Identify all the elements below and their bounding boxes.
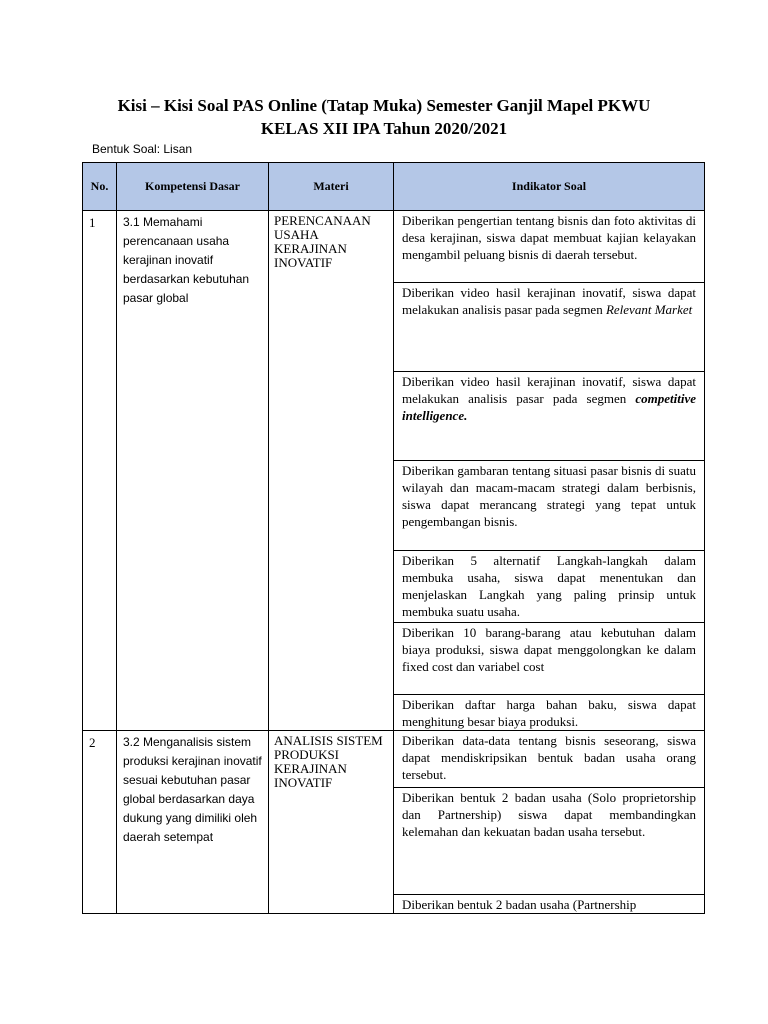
table-header-row xyxy=(83,163,705,211)
kompetensi-dasar-cell: 3.2 Menganalisis sistem produksi kerajinan inovatif sesuai kebutuhan pasar global berdasarkan daya dukung yang dimiliki oleh daerah setempat xyxy=(117,731,269,914)
indikator-text: Diberikan video hasil kerajinan inovatif, siswa dapat melakukan analisis pasar pada segmen xyxy=(402,285,696,317)
indikator-cell xyxy=(394,211,705,283)
header-indikator-soal: Indikator Soal xyxy=(394,163,705,211)
indikator-cell xyxy=(394,283,705,372)
header-kompetensi-dasar: Kompetensi Dasar xyxy=(117,163,269,211)
indikator-text: Diberikan 10 barang-barang atau kebutuhan dalam biaya produksi, siswa dapat menggolongkan ke dalam fixed cost dan variabel cost xyxy=(402,625,696,674)
question-form-label: Bentuk Soal: Lisan xyxy=(92,142,193,156)
table-row xyxy=(83,211,705,283)
indikator-cell xyxy=(394,623,705,695)
row-number: 1 xyxy=(83,211,117,731)
indikator-period: . xyxy=(464,408,468,423)
document-title-line2: KELAS XII IPA Tahun 2020/2021 xyxy=(260,119,508,138)
indikator-emphasis: competitive intelligence xyxy=(402,391,697,423)
table-row xyxy=(83,731,705,788)
indikator-cell xyxy=(394,895,705,914)
indikator-cell xyxy=(394,372,705,461)
kisi-kisi-table xyxy=(82,162,705,914)
row-number: 2 xyxy=(83,731,117,914)
document-title-line1: Kisi – Kisi Soal PAS Online (Tatap Muka) Semester Ganjil Mapel PKWU xyxy=(117,96,651,115)
indikator-emphasis: Relevant Market xyxy=(605,302,693,317)
header-materi: Materi xyxy=(269,163,394,211)
indikator-text: Diberikan gambaran tentang situasi pasar bisnis di suatu wilayah dan macam-macam strategi dalam berbisnis, siswa dapat merancang strategi yang tepat untuk pengembangan bisnis. xyxy=(402,463,696,529)
materi-cell: ANALISIS SISTEM PRODUKSI KERAJINAN INOVATIF xyxy=(269,731,394,914)
indikator-text: Diberikan bentuk 2 badan usaha (Partnership xyxy=(402,897,637,912)
indikator-cell xyxy=(394,695,705,731)
header-no: No. xyxy=(83,163,117,211)
materi-cell: PERENCANAAN USAHA KERAJINAN INOVATIF xyxy=(269,211,394,731)
kompetensi-dasar-cell: 3.1 Memahami perencanaan usaha kerajinan inovatif berdasarkan kebutuhan pasar global xyxy=(117,211,269,731)
indikator-text: Diberikan data-data tentang bisnis seseorang, siswa dapat mendiskripsikan bentuk badan usaha orang tersebut. xyxy=(402,733,696,782)
indikator-cell xyxy=(394,788,705,895)
indikator-text: Diberikan daftar harga bahan baku, siswa dapat menghitung besar biaya produksi. xyxy=(402,697,696,729)
indikator-cell xyxy=(394,461,705,551)
indikator-text: Diberikan bentuk 2 badan usaha (Solo proprietorship dan Partnership) siswa dapat membandingkan kelemahan dan kekuatan badan usaha tersebut. xyxy=(402,790,696,839)
indikator-text: Diberikan pengertian tentang bisnis dan foto aktivitas di desa kerajinan, siswa dapat membuat kajian kelayakan mengambil peluang bisnis di daerah tersebut. xyxy=(402,213,696,262)
indikator-cell xyxy=(394,731,705,788)
indikator-text: Diberikan 5 alternatif Langkah-langkah dalam membuka usaha, siswa dapat menentukan dan menjelaskan Langkah yang paling prinsip untuk membuka suatu usaha. xyxy=(402,553,696,619)
indikator-text: Diberikan video hasil kerajinan inovatif, siswa dapat melakukan analisis pasar pada segmen xyxy=(402,374,696,406)
indikator-cell xyxy=(394,551,705,623)
